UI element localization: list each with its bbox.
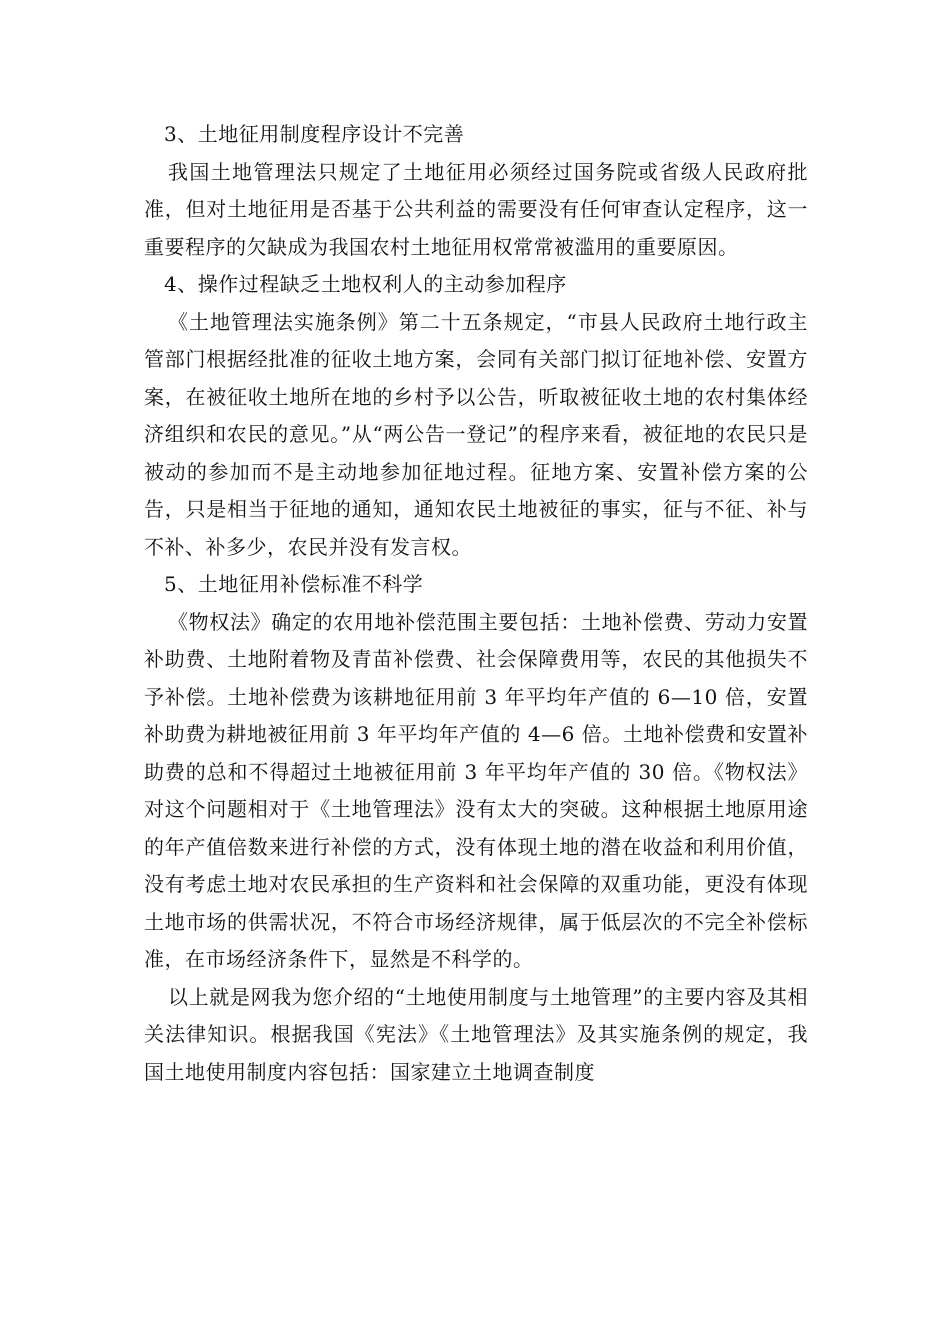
paragraph-summary: 以上就是网我为您介绍的“土地使用制度与土地管理”的主要内容及其相关法律知识。根据我国《宪法》《土地管理法》及其实施条例的规定，我国土地使用制度内容包括：国家建立土地调查制度: [144, 984, 808, 1084]
section-heading-3: 3、土地征用制度程序设计不完善: [164, 122, 465, 146]
section-heading-5: 5、土地征用补偿标准不科学: [164, 572, 424, 596]
section-heading-4: 4、操作过程缺乏土地权利人的主动参加程序: [164, 272, 567, 296]
paragraph-compensation-standard: 《物权法》确定的农用地补偿范围主要包括：土地补偿费、劳动力安置补助费、土地附着物及青苗补偿费、社会保障费用等，农民的其他损失不予补偿。土地补偿费为该耕地征用前 3 年平均年产值的 6—10 倍，安置补助费为耕地被征用前 3 年平均年产值的 4—6 倍。土地补偿费和安置补助费的总和不得超过土地被征用前 3 年平均年产值的 30 倍。《物权法》对这个问题相对于《土地管理法》没有太大的突破。这种根据土地原用途的年产值倍数来进行补偿的方式，没有体现土地的潜在收益和利用价值，没有考虑土地对农民承担的生产资料和社会保障的双重功能，更没有体现土地市场的供需状况，不符合市场经济规律，属于低层次的不完全补偿标准，在市场经济条件下，显然是不科学的。: [144, 609, 808, 971]
paragraph-approval-procedure: 我国土地管理法只规定了土地征用必须经过国务院或省级人民政府批准，但对土地征用是否基于公共利益的需要没有任何审查认定程序，这一重要程序的欠缺成为我国农村土地征用权常常被滥用的重要原因。: [144, 159, 808, 259]
document-body: [144, 116, 808, 1091]
paragraph-participation-procedure: 《土地管理法实施条例》第二十五条规定，“市县人民政府土地行政主管部门根据经批准的征收土地方案，会同有关部门拟订征地补偿、安置方案，在被征收土地所在地的乡村予以公告，听取被征收土地的农村集体经济组织和农民的意见。”从“两公告一登记”的程序来看，被征地的农民只是被动的参加而不是主动地参加征地过程。征地方案、安置补偿方案的公告，只是相当于征地的通知，通知农民土地被征的事实，征与不征、补与不补、补多少，农民并没有发言权。: [144, 309, 808, 559]
